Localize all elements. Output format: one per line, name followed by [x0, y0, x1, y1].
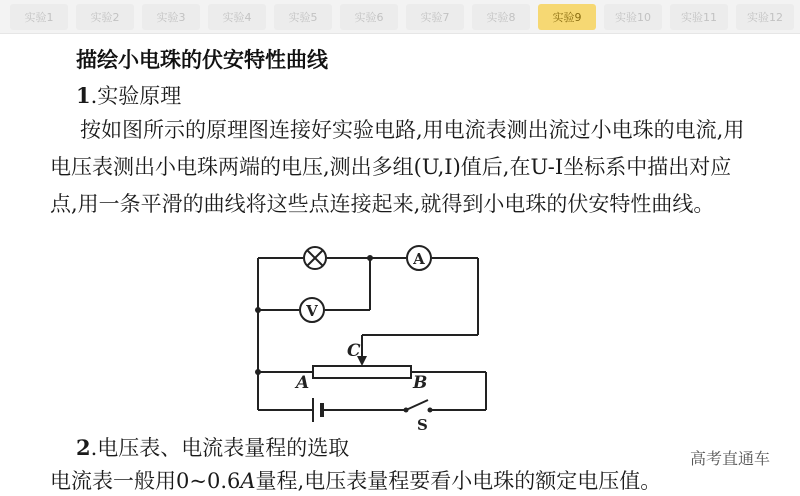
tab-experiment-8[interactable]: 实验8: [472, 4, 530, 30]
tab-experiment-4[interactable]: 实验4: [208, 4, 266, 30]
tab-experiment-6[interactable]: 实验6: [340, 4, 398, 30]
junction-dot: [367, 255, 373, 261]
watermark: 高考直通车: [689, 449, 770, 468]
battery-icon: [313, 398, 322, 422]
tab-experiment-7[interactable]: 实验7: [406, 4, 464, 30]
principle-paragraph: 按如图所示的原理图连接好实验电路,用电流表测出流过小电珠的电流,用电压表测出小电珠两端的电压,测出多组(U,I)值后,在U-I坐标系中描出对应点,用一条平滑的曲线将这些点连接起来,就得到小电珠的伏安特性曲线。: [50, 118, 745, 216]
range-text-unit: A: [240, 469, 256, 493]
rheostat-resistor: [313, 366, 411, 378]
section-2-number: 2: [76, 435, 91, 460]
range-text-part-1: 电流表一般用0~0.6: [50, 469, 241, 493]
voltmeter-label: V: [306, 302, 318, 320]
tab-experiment-11[interactable]: 实验11: [670, 4, 728, 30]
junction-dot: [255, 369, 261, 375]
ammeter-label: A: [413, 250, 425, 268]
section-1-title: .实验原理: [90, 84, 182, 108]
ammeter-icon: [407, 246, 431, 270]
range-text-part-2: 量程,电压表量程要看小电珠的额定电压值。: [255, 469, 662, 493]
slider-label: C: [347, 341, 361, 361]
tab-experiment-1[interactable]: 实验1: [10, 4, 68, 30]
voltmeter-icon: [300, 298, 324, 322]
tab-experiment-10[interactable]: 实验10: [604, 4, 662, 30]
page-title: 描绘小电珠的伏安特性曲线: [76, 48, 328, 72]
switch-label: S: [417, 416, 428, 434]
tab-experiment-3[interactable]: 实验3: [142, 4, 200, 30]
tab-experiment-9[interactable]: 实验9: [538, 4, 596, 30]
section-2-title: .电压表、电流表量程的选取: [90, 436, 350, 460]
tab-experiment-2[interactable]: 实验2: [76, 4, 134, 30]
section-2-heading: [76, 432, 349, 462]
switch-icon: [404, 400, 433, 413]
rheostat-left-label: A: [296, 373, 310, 393]
section-1-number: 1: [76, 83, 91, 108]
rheostat-right-label: B: [413, 373, 428, 393]
tab-experiment-12[interactable]: 实验12: [736, 4, 794, 30]
lamp-icon: [304, 247, 326, 269]
junction-dot: [255, 307, 261, 313]
range-selection-text: [50, 465, 661, 495]
tab-experiment-5[interactable]: 实验5: [274, 4, 332, 30]
